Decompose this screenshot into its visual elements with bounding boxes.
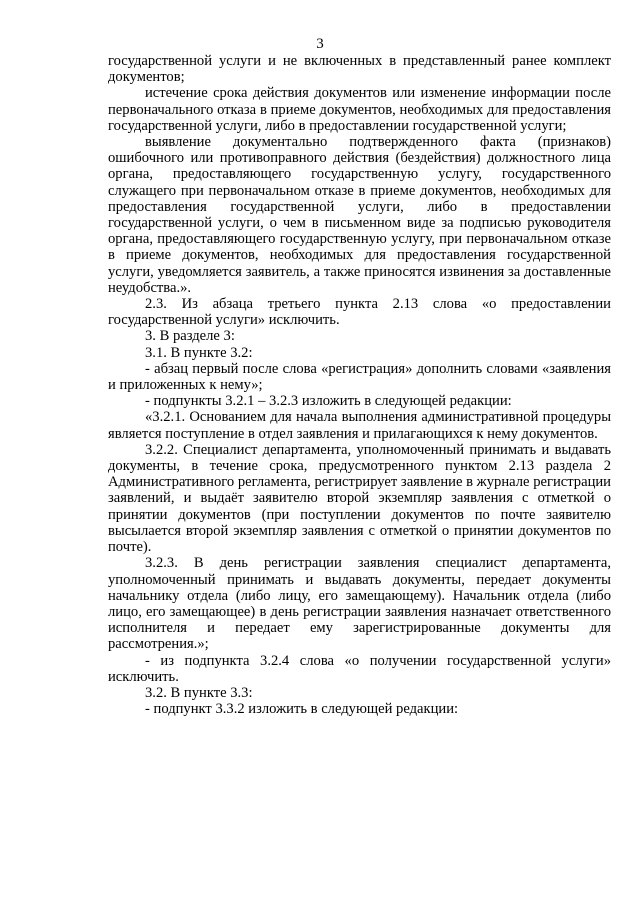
paragraph-8: - подпункты 3.2.1 – 3.2.3 изложить в следующей редакции: [145, 393, 512, 410]
paragraph-13: 3.2. В пункте 3.3: [145, 684, 253, 701]
paragraph-7: - абзац первый после слова «регистрация» дополнить словами «заявления и приложенных к нему»; [108, 360, 611, 394]
page-number: 3 [316, 36, 324, 52]
paragraph-14: - подпункт 3.3.2 изложить в следующей редакции: [145, 701, 459, 718]
paragraph-3: выявление документально подтвержденного факта (признаков) ошибочного или противоправного действия (бездействия) должностного лица органа, предоставляющего государственную услугу, государственного служащего при первоначальном отказе в приеме документов, необходимых для предоставления государственной услуги, либо в предоставлении государственной услуги, о чем в письменном виде за подписью руководителя органа, предоставляющего государственную услугу, при первоначальном отказе в приеме документов, необходимых для предоставления государственной услуги, уведомляется заявитель, а также приносятся извинения за доставленные неудобства.». [108, 134, 611, 296]
paragraph-5: 3. В разделе 3: [145, 328, 235, 345]
paragraph-10: 3.2.2. Специалист департамента, уполномоченный принимать и выдавать документы, в течение срока, предусмотренного пунктом 2.13 раздела 2 Административного регламента, регистрирует заявление в журнале регистрации заявлений, и выдаёт заявителю второй экземпляр заявления с отметкой о принятии документов (при поступлении документов по почте заявителю высылается второй экземпляр заявления с отметкой о принятии документов по почте). [108, 441, 611, 556]
paragraph-2: истечение срока действия документов или изменение информации после первоначального отказа в приеме документов, необходимых для предоставления государственной услуги, либо в предоставлении государственной услуги; [108, 85, 611, 134]
paragraph-11: 3.2.3. В день регистрации заявления специалист департамента, уполномоченный принимать и выдавать документы, передает документы начальнику отдела (либо лицу, его замещающему). Начальник отдела (либо лицо, его замещающее) в день регистрации заявления назначает ответственного исполнителя и передает ему зарегистрированные документы для рассмотрения.»; [108, 555, 611, 653]
paragraph-4: 2.3. Из абзаца третьего пункта 2.13 слова «о предоставлении государственной услуги» исключить. [108, 296, 611, 329]
paragraph-12: - из подпункта 3.2.4 слова «о получении государственной услуги» исключить. [108, 652, 611, 685]
paragraph-9: «3.2.1. Основанием для начала выполнения административной процедуры является поступление в отдел заявления и прилагающихся к нему документов. [108, 409, 611, 442]
paragraph-6: 3.1. В пункте 3.2: [145, 344, 253, 361]
document-body [108, 53, 611, 717]
paragraph-1: государственной услуги и не включенных в представленный ранее комплект документов; [108, 53, 611, 86]
